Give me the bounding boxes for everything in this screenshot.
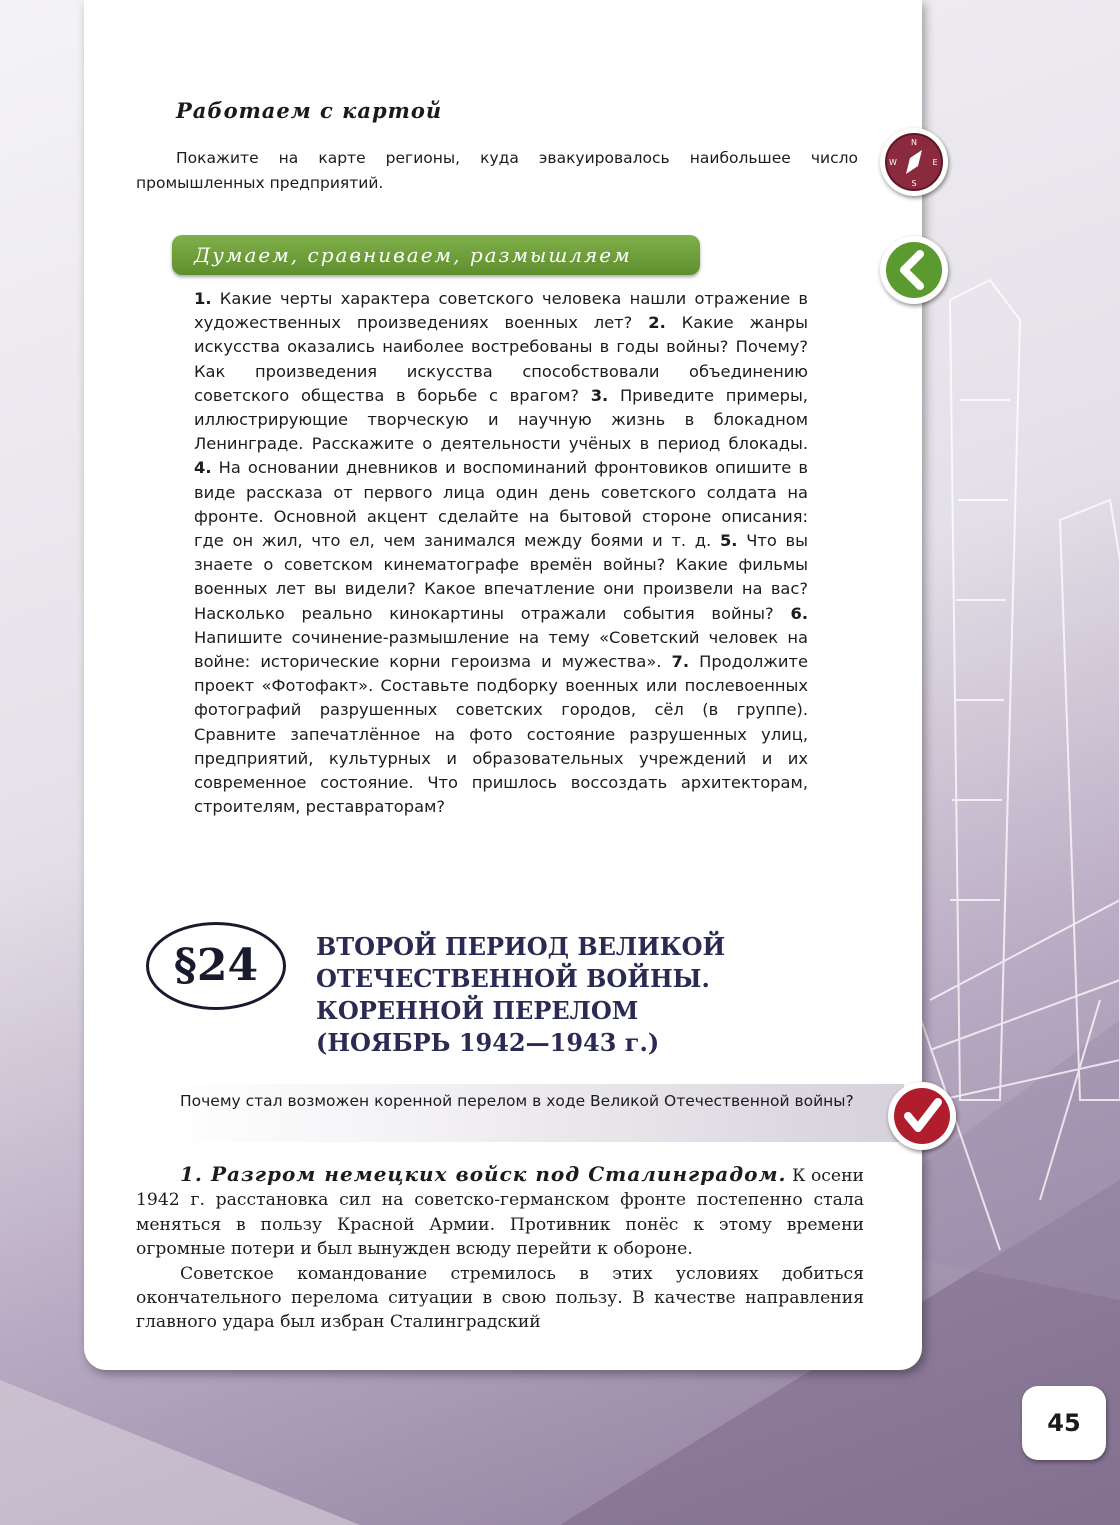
question-number: 1. — [194, 289, 212, 308]
map-section-heading: Работаем с картой — [176, 98, 443, 123]
section-body — [136, 1162, 864, 1335]
chapter-title-line: КОРЕННОЙ ПЕРЕЛОМ — [316, 996, 639, 1025]
compass-letter-n: N — [911, 138, 917, 147]
questions-block — [194, 287, 808, 819]
section-paragraph: Советское командование стремилось в этих условиях добиться окончательного перелома ситуации в свою пользу. В качестве направления главного удара был избран Сталинградский — [136, 1263, 864, 1333]
compass-icon — [880, 128, 948, 196]
compass-letter-s: S — [911, 179, 917, 188]
chapter-number: §24 — [146, 922, 286, 1010]
chapter-title-line: (НОЯБРЬ 1942—1943 г.) — [316, 1028, 660, 1057]
question-text: Что вы знаете о советском кинематографе времён войны? Какие фильмы военных лет вы видели? Какое впечатление они произвели на вас? Насколько реально кинокартины отражали события войны? — [194, 531, 808, 623]
compass-letter-e: E — [932, 158, 938, 167]
chapter-title — [316, 931, 786, 1059]
question-text: На основании дневников и воспоминаний фронтовиков опишите в виде рассказа от первого лица один день советского солдата на фронте. Основной акцент сделайте на бытовой стороне описания: где он жил, что ел, чем занимался между боями и т. д. — [194, 458, 808, 551]
question-text: Приведите примеры, иллюстрирующие творческую и научную жизнь в блокадном Ленинграде. Расскажите о деятельности учёных в период блокады. — [194, 385, 808, 454]
chapter-title-line: ВТОРОЙ ПЕРИОД ВЕЛИКОЙ — [316, 932, 726, 961]
question-number: 7. — [671, 652, 690, 672]
chapter-title-line: ОТЕЧЕСТВЕННОЙ ВОЙНЫ. — [316, 964, 710, 993]
question-number: 6. — [790, 603, 808, 623]
think-section-banner: Думаем, сравниваем, размышляем — [172, 235, 700, 275]
section-title: 1. Разгром немецких войск под Сталинградом. — [180, 1162, 787, 1186]
question-text: Продолжите проект «Фотофакт». Составьте подборку военных или послевоенных фотографий разрушенных советских городов, сёл (в группе). Сравните запечатлённое на фото состояние разрушенных улиц, предприятий, культурных и образовательных учреждений и их современное состояние. Что пришлось воссоздать архитекторам, строителям, реставраторам? — [194, 652, 808, 817]
question-text: Какие черты характера советского человека нашли отражение в художественных произведениях военных лет? — [194, 289, 808, 333]
question-text: Напишите сочинение-размышление на тему «Советский человек на войне: исторические корни героизма и мужества». — [194, 627, 808, 672]
checkmark-icon — [888, 1082, 956, 1150]
page-number: 45 — [1022, 1386, 1106, 1460]
question-number: 2. — [648, 313, 666, 333]
section-paragraph: К осени 1942 г. расстановка сил на советско-германском фронте постепенно стала меняться в пользу Красной Армии. Противник понёс к этому времени огромные потери и был вынужден всюду перейти к обороне. — [136, 1166, 865, 1260]
question-text: Какие жанры искусства оказались наиболее востребованы в годы войны? Почему? Как произведения искусства способствовали объединению советского общества в борьбе с врагом? — [194, 313, 808, 405]
map-task-text: Покажите на карте регионы, куда эвакуировалось наибольшее число промышленных предприятий. — [136, 149, 858, 192]
key-question-text: Почему стал возможен коренной перелом в ходе Великой Отечественной войны? — [180, 1092, 854, 1110]
question-number: 3. — [590, 385, 609, 405]
compass-letter-w: W — [889, 158, 897, 167]
question-number: 4. — [194, 458, 212, 478]
chevron-left-icon — [880, 236, 948, 304]
question-number: 5. — [719, 531, 738, 551]
